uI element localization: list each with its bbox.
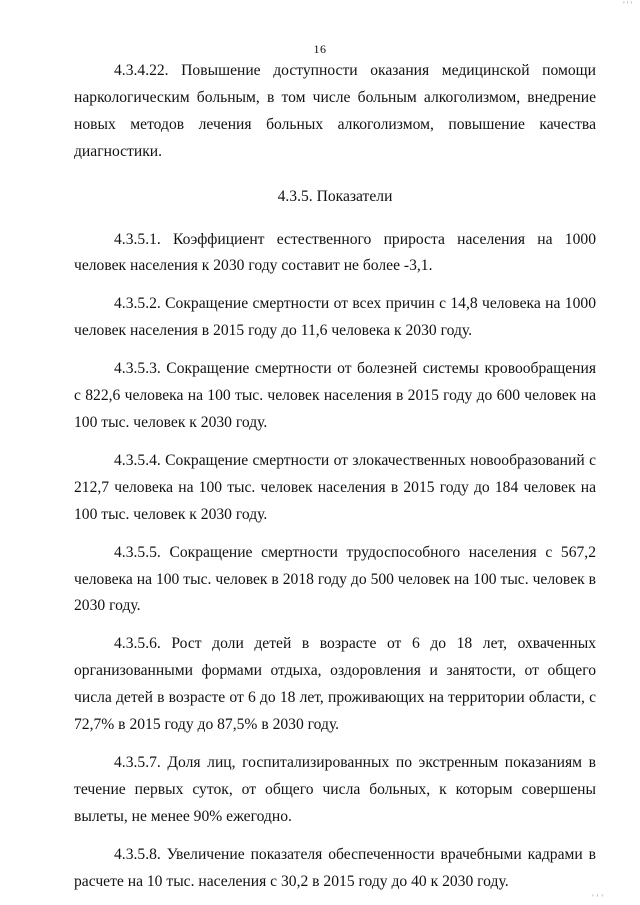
- paragraph-4-3-5-8: 4.3.5.8. Увеличение показателя обеспеченности врачебными кадрами в расчете на 10 тыс. населения с 30,2 в 2015 году до 40 к 2030 году.: [74, 845, 596, 890]
- paragraph-4-3-5-6: 4.3.5.6. Рост доли детей в возрасте от 6 до 18 лет, охваченных организованными формами отдыха, оздоровления и занятости, от общего числа детей в возрасте от 6 до 18 лет, проживающих на территории области, с 72,7% в 2015 году до 87,5% в 2030 году.: [74, 635, 596, 734]
- paragraph-4-3-5-5: 4.3.5.5. Сокращение смертности трудоспособного населения с 567,2 человека на 100 тыс. человек в 2018 году до 500 человек на 100 тыс. человек в 2030 году.: [74, 543, 596, 615]
- document-body: [74, 58, 596, 895]
- paragraph-4-3-5-4: 4.3.5.4. Сокращение смертности от злокачественных новообразований с 212,7 человека на 100 тыс. человек населения в 2015 году до 184 человек на 100 тыс. человек к 2030 году.: [74, 451, 596, 523]
- page-number: 16: [313, 42, 327, 56]
- section-heading: 4.3.5. Показатели: [277, 187, 393, 205]
- corner-mark-bottom: ''': [592, 893, 606, 903]
- paragraph-4-3-5-2: 4.3.5.2. Сокращение смертности от всех причин с 14,8 человека на 1000 человек населения в 2015 году до 11,6 человека к 2030 году.: [74, 295, 596, 340]
- corner-mark-top: ''': [623, 0, 634, 10]
- paragraph-4-3-5-3: 4.3.5.3. Сокращение смертности от болезней системы кровообращения с 822,6 человека на 100 тыс. человек населения в 2015 году до 600 человек на 100 тыс. человек к 2030 году.: [74, 360, 596, 431]
- paragraph-4-3-5-7: 4.3.5.7. Доля лиц, госпитализированных по экстренным показаниям в течение первых суток, от общего числа больных, к которым совершены вылеты, не менее 90% ежегодно.: [74, 753, 596, 825]
- paragraph-4-3-5-1: 4.3.5.1. Коэффициент естественного прироста населения на 1000 человек населения к 2030 году составит не более -3,1.: [74, 230, 596, 275]
- paragraph-4-3-4-22: 4.3.4.22. Повышение доступности оказания медицинской помощи наркологическим больным, в том числе больным алкоголизмом, внедрение новых методов лечения больных алкоголизмом, повышение качества диагностики.: [74, 62, 596, 160]
